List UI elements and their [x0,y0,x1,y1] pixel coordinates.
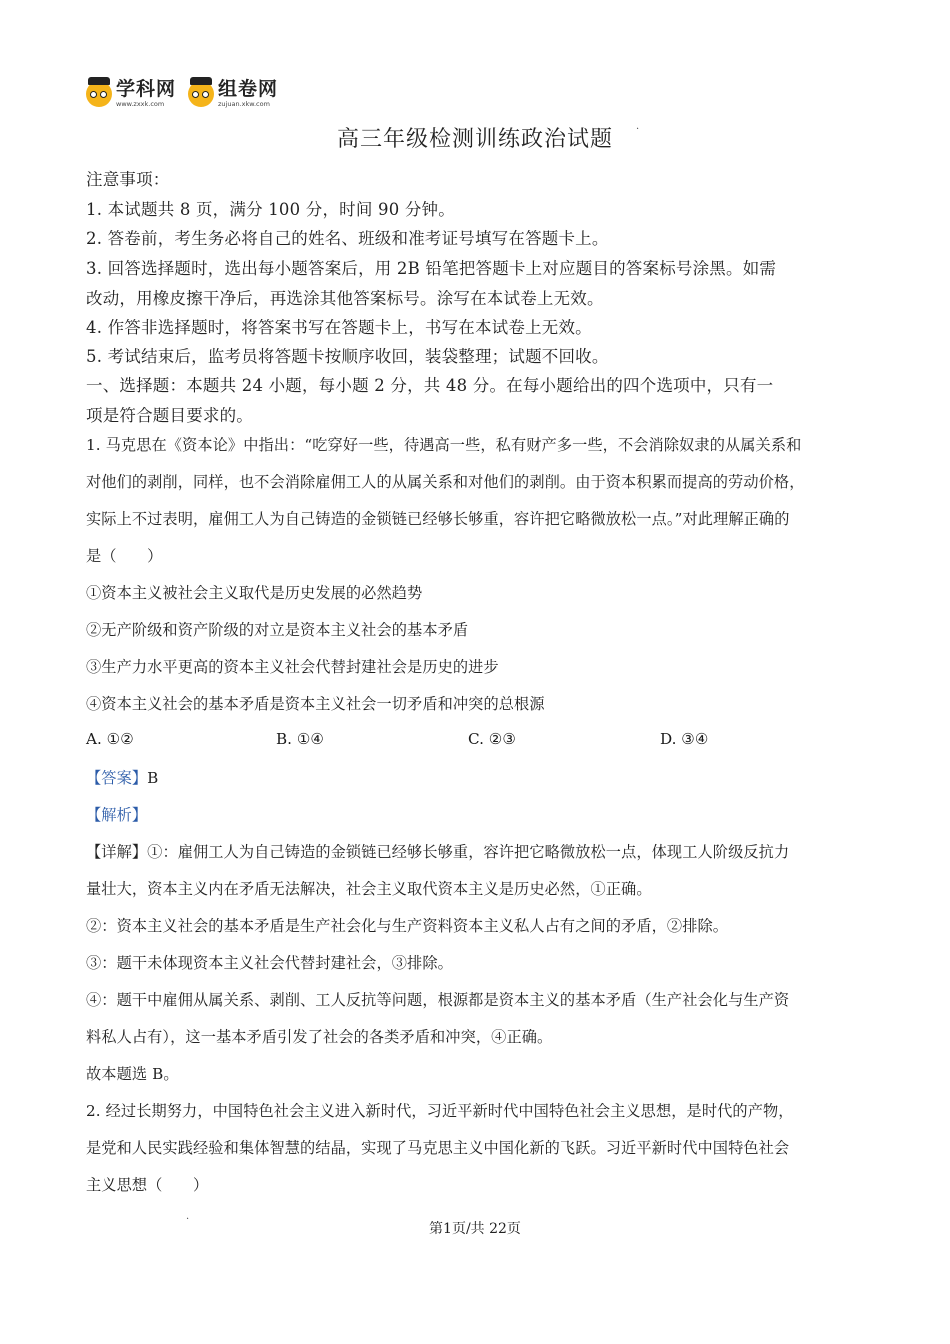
page-title: 高三年级检测训练政治试题 [336,127,613,152]
option-b: B. ①④ [276,730,325,748]
page-number: 第1页/共 22页 [429,1221,521,1237]
statement: ①资本主义被社会主义取代是历史发展的必然趋势 [86,584,423,602]
logo-name: 组卷网 [218,78,279,101]
detail-line: 量壮大，资本主义内在矛盾无法解决，社会主义取代资本主义是历史必然，①正确。 [86,880,652,898]
logo-xuekewang [86,80,176,108]
question-text: 主义思想（ ） [86,1176,209,1194]
logo-zujuanwang [188,80,278,108]
analysis-tag: 【解析】 [86,806,148,824]
notice-item: 5. 考试结束后，监考员将答题卡按顺序收回，装袋整理；试题不回收。 [86,347,609,366]
answer-line [86,767,158,788]
detail-line: 故本题选 B。 [86,1065,179,1083]
question-text: 2. 经过长期努力，中国特色社会主义进入新时代，习近平新时代中国特色社会主义思想，是时代的产物， [86,1102,794,1120]
detail-line: ④：题干中雇佣从属关系、剥削、工人反抗等问题，根源都是资本主义的基本矛盾（生产社会化与生产资 [86,991,790,1009]
detail-tag: 【详解】 [86,843,148,861]
question-text: 对他们的剥削，同样，也不会消除雇佣工人的从属关系和对他们的剥削。由于资本积累而提高的劳动价格， [86,473,805,491]
answer-tag: 【答案】 [86,769,148,787]
statement: ④资本主义社会的基本矛盾是资本主义社会一切矛盾和冲突的总根源 [86,695,545,713]
notice-item: 4. 作答非选择题时，将答案书写在答题卡上，书写在本试卷上无效。 [86,318,592,337]
logo-url: www.zxxk.com [116,100,165,109]
option-d: D. ③④ [660,730,709,748]
statement: ②无产阶级和资产阶级的对立是资本主义社会的基本矛盾 [86,621,469,639]
notice-item: 3. 回答选择题时，选出每小题答案后，用 2B 铅笔把答题卡上对应题目的答案标号涂黑。如需 [86,259,777,278]
mascot-icon [86,81,112,107]
option-c: C. ②③ [468,730,516,748]
mascot-icon [188,81,214,107]
answer-value: B [147,769,159,787]
logo-name: 学科网 [116,78,177,101]
question-text: 是（ ） [86,547,163,565]
question-text: 是党和人民实践经验和集体智慧的结晶，实现了马克思主义中国化新的飞跃。习近平新时代中国特色社会 [86,1139,790,1157]
detail-line: ②：资本主义社会的基本矛盾是生产社会化与生产资料资本主义私人占有之间的矛盾，②排除。 [86,917,729,935]
notice-item: 1. 本试题共 8 页，满分 100 分，时间 90 分钟。 [86,200,455,219]
notice-item: 改动，用橡皮擦干净后，再选涂其他答案标号。涂写在本试卷上无效。 [86,289,604,308]
stray-dot: · [636,124,640,135]
notice-item: 2. 答卷前，考生务必将自己的姓名、班级和准考证号填写在答题卡上。 [86,229,609,248]
logo-url: zujuan.xkw.com [218,100,270,109]
section-instruction: 一、选择题：本题共 24 小题，每小题 2 分，共 48 分。在每小题给出的四个选项中，只有一 [86,376,774,395]
detail-line: 料私人占有），这一基本矛盾引发了社会的各类矛盾和冲突，④正确。 [86,1028,553,1046]
question-text: 实际上不过表明，雇佣工人为自己铸造的金锁链已经够长够重，容许把它略微放松一点。”对此理解正确的 [86,510,790,528]
header-logos [86,78,290,110]
stray-dot: · [186,1214,190,1225]
statement: ③生产力水平更高的资本主义社会代替封建社会是历史的进步 [86,658,499,676]
detail-line: ③：题干未体现资本主义社会代替封建社会，③排除。 [86,954,453,972]
question-text: 1. 马克思在《资本论》中指出：“吃穿好一些，待遇高一些，私有财产多一些，不会消除奴隶的从属关系和 [86,436,802,454]
section-instruction: 项是符合题目要求的。 [86,406,253,425]
detail-line [86,841,789,862]
option-a: A. ①② [86,730,134,748]
notice-heading: 注意事项： [86,170,170,189]
detail-text: ①：雇佣工人为自己铸造的金锁链已经够长够重，容许把它略微放松一点，体现工人阶级反抗力 [147,843,790,861]
